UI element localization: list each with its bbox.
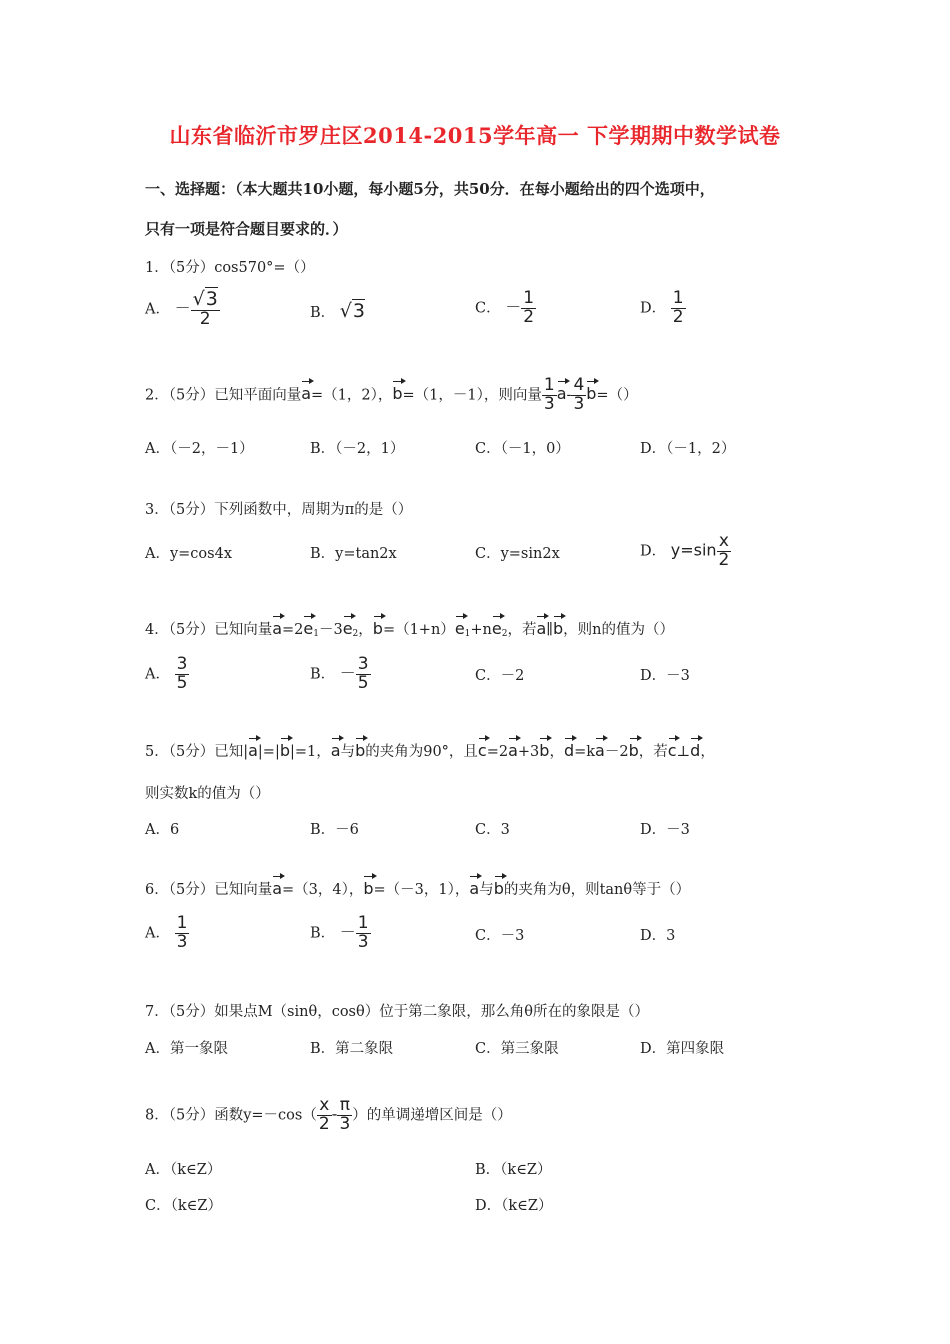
q1-option-d: D． $\frac{1}{2}$ (640, 288, 684, 327)
q4-option-b: B． － $\frac{3}{5}$ (310, 654, 369, 693)
question-5-cont: 则实数k的值为（） (145, 786, 270, 802)
q8-option-c: C．（k∈Z） (145, 1198, 222, 1214)
q7-option-a: A．第一象限 (145, 1041, 228, 1057)
question-4: 4．（5分）已知向量$a=2e_1-3e_2$，$b=(1+n)e_1+ne_2$，若a∥b，则n的值为（） (145, 613, 674, 639)
question-8: 8．（5分）函数y=－cos（ $\frac{x}{2}$ - $\frac{\pi}{3}$ ）的单调递增区间是（） (145, 1095, 512, 1134)
q5-option-a: A．6 (145, 822, 180, 838)
question-6: 6．（5分）已知向量a=（3，4），b=（－3，1），a与b的夹角为θ，则tanθ等于（） (145, 873, 690, 899)
q3-option-a: A．y=cos4x (145, 546, 233, 562)
question-3: 3．（5分）下列函数中，周期为π的是（） (145, 502, 413, 518)
q2-option-d: D．（－1，2） (640, 441, 736, 457)
q2-option-c: C．（－1，0） (475, 441, 570, 457)
question-1: 1．（5分）cos570°=（） (145, 260, 315, 276)
q5-option-c: C．3 (475, 822, 510, 838)
q8-option-b: B．（k∈Z） (475, 1162, 552, 1178)
q6-option-c: C．－3 (475, 928, 525, 944)
q5-option-d: D．－3 (640, 822, 690, 838)
q8-option-a: A．（k∈Z） (145, 1162, 222, 1178)
q7-option-b: B．第二象限 (310, 1041, 394, 1057)
q1-option-c: C． － $\frac{1}{2}$ (475, 288, 535, 327)
page-title: 山东省临沂市罗庄区2014-2015学年高一 下学期期中数学试卷 (169, 123, 781, 148)
q7-option-c: C．第三象限 (475, 1041, 559, 1057)
section-heading-cont: 只有一项是符合题目要求的．） (145, 220, 348, 238)
q3-option-c: C．y=sin2x (475, 546, 560, 562)
question-5: 5．（5分）已知|a|=|b|=1，a与b的夹角为90°，且c=2a+3b，d=ka－2b，若c⊥d， (145, 735, 715, 761)
q3-option-d: D． y=sin $\frac{x}{2}$ (640, 531, 730, 570)
q7-option-d: D．第四象限 (640, 1041, 725, 1057)
q1-option-b: B． √3 (310, 300, 365, 322)
section-heading: 一、选择题：（本大题共10小题，每小题5分，共50分．在每小题给出的四个选项中， (145, 180, 715, 198)
q3-option-b: B．y=tan2x (310, 546, 397, 562)
q5-option-b: B．－6 (310, 822, 359, 838)
q6-option-a: A． $\frac{1}{3}$ (145, 913, 188, 952)
q1-option-a: A． － $\frac{√3}{2}$ (145, 288, 218, 329)
q2-option-a: A．（－2，－1） (145, 441, 254, 457)
q8-option-d: D．（k∈Z） (475, 1198, 553, 1214)
question-2: 2．（5分）已知平面向量a=（1，2），b=（1，－1），则向量 $\frac{1}{3}$ a- $\frac{4}{3}$ b=（） (145, 375, 638, 414)
q6-option-b: B． － $\frac{1}{3}$ (310, 913, 369, 952)
q2-option-b: B．（－2，1） (310, 441, 405, 457)
question-7: 7．（5分）如果点M（sinθ，cosθ）位于第二象限，那么角θ所在的象限是（） (145, 1004, 649, 1020)
q4-option-c: C．－2 (475, 668, 525, 684)
q6-option-d: D．3 (640, 928, 676, 944)
q4-option-a: A． $\frac{3}{5}$ (145, 654, 188, 693)
q4-option-d: D．－3 (640, 668, 690, 684)
